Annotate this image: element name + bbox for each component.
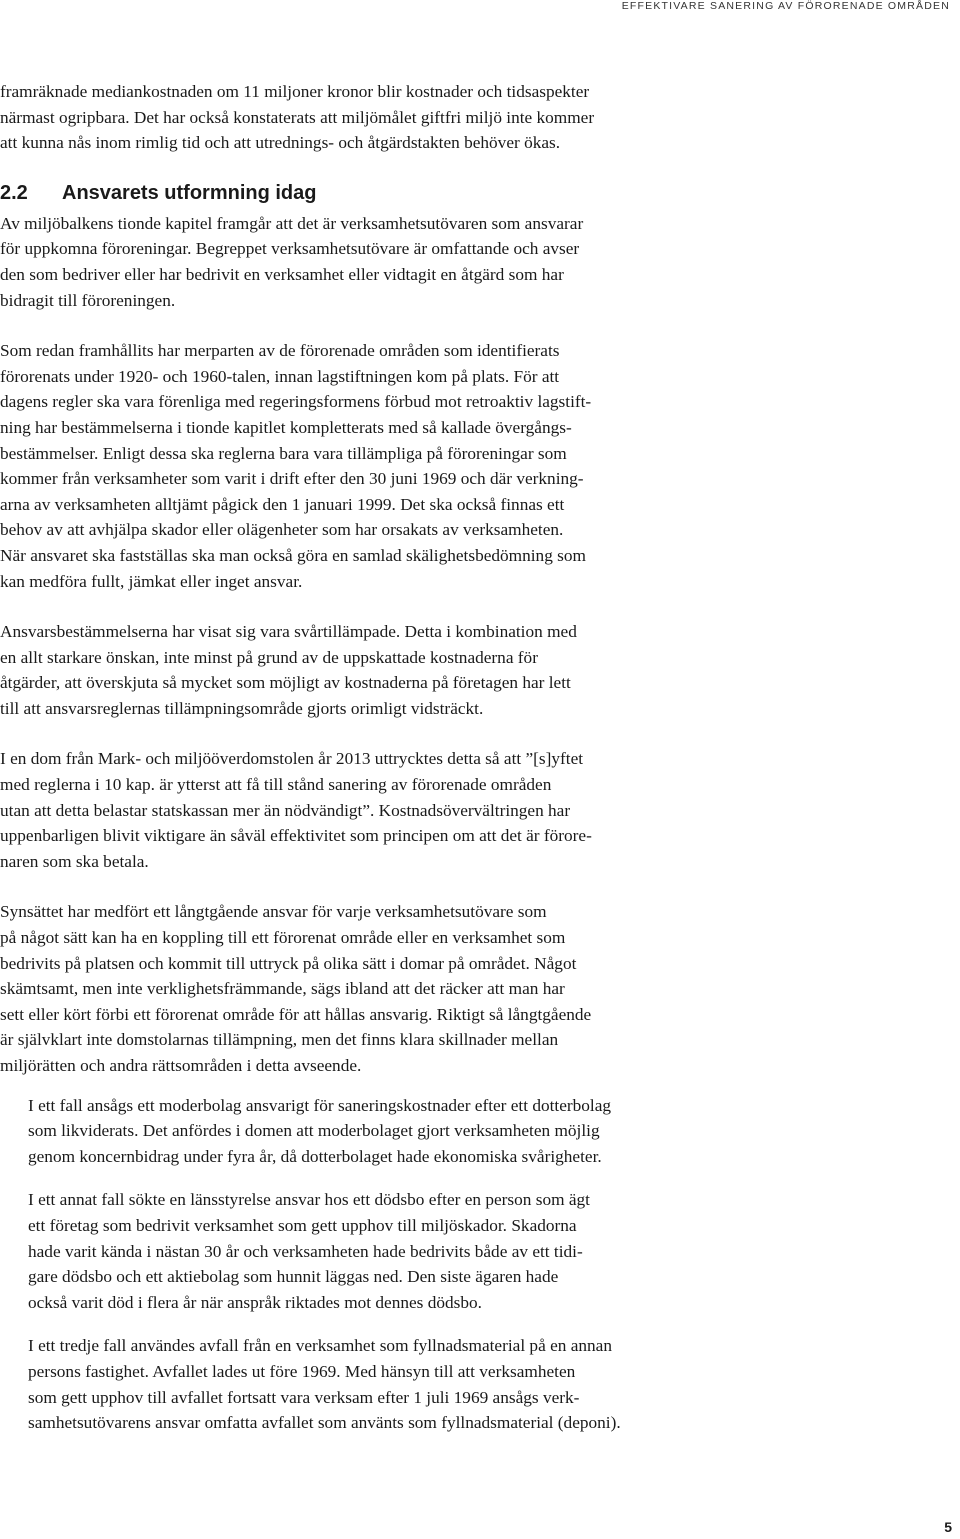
body-paragraph-1: Av miljöbalkens tionde kapitel framgår att det är verksamhetsutövaren som ansvarar för uppkomna föroreningar. Begreppet verksamhetsutövare är omfattande och avser den som bedriver eller har bedrivit en verksamhet eller vidtagit en åtgärd som har bidragit till föroreningen.	[0, 213, 584, 310]
section-number: 2.2	[0, 181, 28, 204]
example-paragraph-3: I ett tredje fall användes avfall från en verksamhet som fyllnadsmaterial på en annan persons fastighet. Avfallet lades ut före 1969. Med hänsyn till att verksamheten som gett upphov till avfallet fortsatt vara verksam efter 1 juli 1969 ansågs verk- samhetsutövarens ansvar omfatta avfallet som använts som fyllnadsmaterial (deponi).	[28, 1336, 621, 1433]
section-title: Ansvarets utformning idag	[62, 181, 317, 204]
body-paragraph-5: Synsättet har medfört ett långtgående ansvar för varje verksamhetsutövare som på något sätt kan ha en koppling till ett förorenat område eller en verksamhet som bedrivits på platsen och kommit till uttryck på olika sätt i domar på området. Något skämtsamt, men inte verklighetsfrämmande, sägs ibland att det räcker att man har sett eller kört förbi ett förorenat område för att hållas ansvarig. Riktigt så långtgående är självklart inte domstolarnas tillämpning, men det finns klara skillnader mellan miljörätten och andra rättsområden i detta avseende.	[0, 902, 592, 1075]
body-paragraph-2: Som redan framhållits har merparten av de förorenade områden som identifierats förorenats under 1920- och 1960-talen, innan lagstiftningen kom på plats. För att dagens regler ska vara förenliga med regeringsformens förbud mot retroaktiv lagstift- ning har bestämmelserna i tionde kapitlet kompletterats med så kallade övergångs- bestämmelser. Enligt dessa ska reglerna bara vara tillämpliga på föroreningar som kommer från verksamheter som varit i drift efter den 30 juni 1969 och där verkning- arna av verksamheten alltjämt pågick den 1 januari 1999. Det ska också finnas ett behov av att avhjälpa skador eller olägenheter som har orsakats av verksamheten. När ansvaret ska fastställas ska man också göra en samlad skälighetsbedömning som kan medföra fullt, jämkat eller inget ansvar.	[0, 341, 592, 591]
intro-paragraph: framräknade mediankostnaden om 11 miljoner kronor blir kostnader och tidsaspekter närmast ogripbara. Det har också konstaterats att miljömålet giftfri miljö inte kommer att kunna nås inom rimlig tid och att utrednings- och åtgärdstakten behöver ökas.	[0, 82, 595, 153]
running-header: EFFEKTIVARE SANERING AV FÖRORENADE OMRÅDEN	[621, 0, 950, 12]
example-paragraph-2: I ett annat fall sökte en länsstyrelse ansvar hos ett dödsbo efter en person som ägt ett företag som bedrivit verksamhet som gett upphov till miljöskador. Skadorna hade varit kända i nästan 30 år och verksamheten hade bedrivits både av ett tidi- gare dödsbo och ett aktiebolag som hunnit läggas ned. Den siste ägaren hade också varit död i flera år när anspråk riktades mot dennes dödsbo.	[28, 1190, 590, 1312]
page-number: 5	[944, 1519, 952, 1535]
body-paragraph-4: I en dom från Mark- och miljööverdomstolen år 2013 uttrycktes detta så att ”[s]yftet med reglerna i 10 kap. är ytterst att få till stånd sanering av förorenade områden utan att detta belastar statskassan mer än nödvändigt”. Kostnadsövervältringen har uppenbarligen blivit viktigare än såväl effektivitet som principen om att det är förore- naren som ska betala.	[0, 749, 592, 871]
page-body	[0, 79, 745, 1454]
body-paragraph-3: Ansvarsbestämmelserna har visat sig vara svårtillämpade. Detta i kombination med en allt starkare önskan, inte minst på grund av de uppskattade kostnaderna för åtgärder, att överskjuta så mycket som möjligt av kostnaderna på företagen har lett till att ansvarsreglernas tillämpningsområde gjorts orimligt vidsträckt.	[0, 622, 577, 718]
example-paragraph-1: I ett fall ansågs ett moderbolag ansvarigt för saneringskostnader efter ett dotterbolag som likviderats. Det anfördes i domen att moderbolaget gjort verksamheten möjlig genom koncernbidrag under fyra år, då dotterbolaget hade ekonomiska svårigheter.	[28, 1095, 612, 1166]
section-heading	[0, 181, 745, 205]
